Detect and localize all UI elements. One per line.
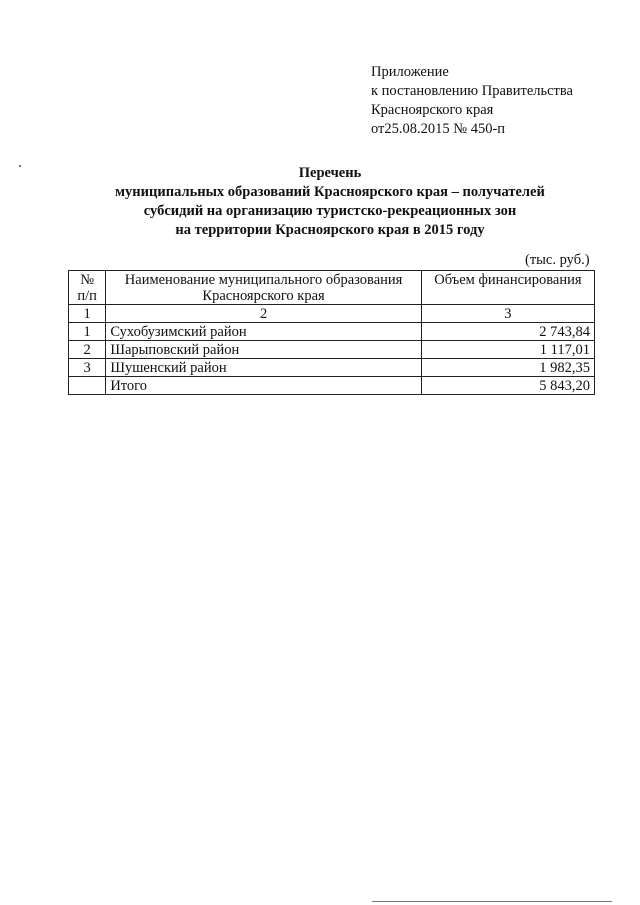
- row-name: Итого: [106, 377, 422, 395]
- table-row: [69, 341, 595, 359]
- row-amount: 1 117,01: [421, 341, 594, 359]
- header-amount: Объем финансирования: [421, 271, 594, 305]
- table-row: [69, 323, 595, 341]
- row-number: [69, 377, 106, 395]
- title-line: муниципальных образований Красноярского края – получателей: [115, 184, 545, 200]
- row-amount: 1 982,35: [421, 359, 594, 377]
- appendix-line: Красноярского края: [371, 102, 494, 118]
- appendix-line: к постановлению Правительства: [371, 83, 573, 99]
- unit-label: (тыс. руб.): [525, 252, 590, 268]
- row-amount: 2 743,84: [421, 323, 594, 341]
- header-number-line: п/п: [77, 288, 97, 304]
- index-cell: 1: [69, 305, 106, 323]
- table-total-row: [69, 377, 595, 395]
- row-name: Сухобузимский район: [106, 323, 422, 341]
- title-line: субсидий на организацию туристско-рекреационных зон: [143, 203, 517, 219]
- document-title: [60, 164, 600, 240]
- title-line: Перечень: [298, 165, 362, 181]
- row-name: Шарыповский район: [106, 341, 422, 359]
- appendix-line: Приложение: [371, 64, 449, 80]
- financing-table: [68, 270, 595, 395]
- appendix-line: от25.08.2015 № 450-п: [371, 121, 506, 137]
- page-bottom-rule: [372, 901, 612, 902]
- table-index-row: [69, 305, 595, 323]
- index-cell: 2: [106, 305, 422, 323]
- row-number: 3: [69, 359, 106, 377]
- index-cell: 3: [421, 305, 594, 323]
- header-name: Наименование муниципального образования Красноярского края: [106, 271, 422, 305]
- title-line: на территории Красноярского края в 2015 году: [175, 222, 485, 238]
- appendix-block: [371, 63, 573, 139]
- header-number-line: №: [80, 272, 95, 288]
- row-amount: 5 843,20: [421, 377, 594, 395]
- scan-speck: [19, 165, 21, 167]
- row-number: 1: [69, 323, 106, 341]
- table-header-row: [69, 271, 595, 305]
- row-name: Шушенский район: [106, 359, 422, 377]
- header-number: [69, 271, 106, 305]
- table-row: [69, 359, 595, 377]
- row-number: 2: [69, 341, 106, 359]
